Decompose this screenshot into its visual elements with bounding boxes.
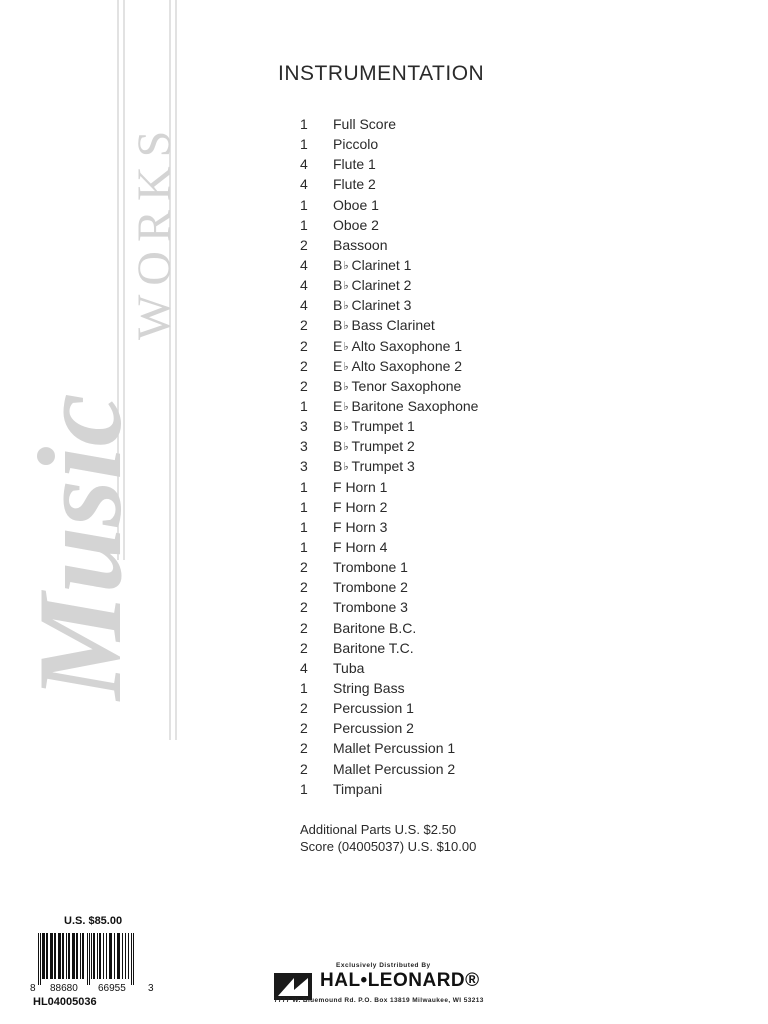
instrument-label: Flute 1 [333,156,376,173]
instrument-quantity: 3 [300,438,308,455]
instrument-row [300,356,478,376]
instrument-row [300,497,478,517]
flat-symbol: ♭ [343,421,349,434]
instrument-label: Mallet Percussion 2 [333,760,456,777]
flat-symbol: ♭ [343,260,349,273]
instrument-name [333,277,411,293]
instrument-row [300,738,478,758]
instrument-name [333,317,435,333]
barcode-bar [122,933,123,979]
instrument-quantity: 1 [300,136,308,153]
instrument-name [333,660,364,676]
instrument-quantity: 4 [300,176,308,193]
instrument-name [333,257,411,273]
instrument-label: F Horn 4 [333,539,388,556]
instrument-key: B [333,297,343,314]
instrument-label: Oboe 1 [333,196,379,213]
instrument-row [300,718,478,738]
instrument-name [333,398,478,414]
instrument-label: Flute 2 [333,176,376,193]
instrument-label: Mallet Percussion 1 [333,740,456,757]
instrument-key: E [333,337,343,354]
instrument-label: Bassoon [333,236,388,253]
instrument-label: Bass Clarinet [351,317,435,334]
barcode-bar [82,933,84,979]
barcode-bar [103,933,104,979]
instrument-row [300,295,478,315]
instrument-name [333,418,415,434]
flat-symbol: ♭ [343,340,349,353]
instrument-row [300,557,478,577]
instrument-row [300,154,478,174]
barcode-bar [66,933,67,979]
instrument-row [300,456,478,476]
barcode-bar [117,933,120,979]
instrument-label: Trombone 2 [333,579,408,596]
flat-symbol: ♭ [343,360,349,373]
instrument-label: Full Score [333,116,397,133]
instrument-row [300,759,478,779]
barcode-bar [97,933,98,979]
instrument-name [333,156,376,172]
barcode-bar [93,933,95,979]
instrument-quantity: 2 [300,639,308,656]
instrument-label: Clarinet 3 [351,297,412,314]
instrument-name [333,378,461,394]
barcode-bar [46,933,48,979]
instrument-quantity: 1 [300,116,308,133]
flat-symbol: ♭ [343,320,349,333]
barcode-guard-bar [89,933,90,985]
instrument-row [300,477,478,497]
instrument-key: B [333,458,343,475]
instrument-name [333,438,415,454]
instrument-quantity: 1 [300,498,308,515]
instrument-name [333,358,462,374]
watermark-works-text: WORKS [128,121,181,340]
instrument-name [333,579,408,595]
catalog-number: HL04005036 [33,996,97,1008]
barcode-guard-bar [133,933,134,985]
instrument-quantity: 2 [300,579,308,596]
instrument-key: B [333,438,343,455]
instrument-quantity: 3 [300,458,308,475]
barcode-bar [58,933,61,979]
instrument-key: B [333,418,343,435]
instrument-name [333,217,379,233]
instrument-quantity: 2 [300,599,308,616]
instrument-label: F Horn 1 [333,478,388,495]
barcode-group-1: 88680 [50,983,78,993]
instrument-key: E [333,398,343,415]
barcode-bar [125,933,126,979]
barcode-bar [76,933,78,979]
instrument-name [333,700,414,716]
barcode-last-digit: 3 [148,983,154,993]
instrument-quantity: 2 [300,619,308,636]
instrument-label: Percussion 2 [333,720,414,737]
instrument-row [300,678,478,698]
flat-symbol: ♭ [343,461,349,474]
instrument-row [300,315,478,335]
barcode-guard-bar [40,933,41,985]
instrument-name [333,761,455,777]
instrument-label: Timpani [333,780,383,797]
instrument-quantity: 1 [300,680,308,696]
barcode-bar [42,933,45,979]
instrument-label: Trumpet 2 [351,438,415,455]
instrument-label: Clarinet 1 [351,257,412,274]
barcode-bar [54,933,56,979]
instrument-quantity: 2 [300,760,308,777]
instrument-quantity: 2 [300,559,308,576]
barcode-bar [62,933,64,979]
instrument-row [300,255,478,275]
instrument-quantity: 1 [300,196,308,213]
instrument-name [333,640,414,656]
instrument-name [333,136,378,152]
instrument-label: Trombone 3 [333,599,408,616]
instrument-row [300,698,478,718]
additional-parts-price: Additional Parts U.S. $2.50 [300,822,457,837]
instrument-quantity: 2 [300,740,308,757]
retail-price: U.S. $85.00 [64,915,123,927]
instrument-row [300,336,478,356]
instrument-quantity: 2 [300,700,308,717]
barcode-bar [80,933,81,979]
instrument-quantity: 4 [300,257,308,274]
barcode-bar [99,933,101,979]
instrument-quantity: 1 [300,518,308,535]
instrument-row [300,114,478,134]
instrument-row [300,779,478,799]
instrument-name [333,720,414,736]
barcode-bar [68,933,70,979]
instrument-row [300,517,478,537]
instrument-name [333,781,382,797]
instrument-row [300,376,478,396]
instrument-label: Tuba [333,659,365,676]
instrument-quantity: 4 [300,277,308,294]
barcode-bar [91,933,92,979]
instrument-quantity: 1 [300,780,308,797]
instrument-name [333,458,415,474]
barcode-bar [128,933,129,979]
barcode-first-digit: 8 [30,983,36,993]
distributor-tagline: Exclusively Distributed By [336,962,431,969]
instrument-label: Percussion 1 [333,700,414,717]
instrument-row [300,638,478,658]
barcode-guard-bar [131,933,132,985]
instrument-quantity: 2 [300,357,308,374]
barcode-bar [109,933,112,979]
barcode-bar [72,933,75,979]
instrument-name [333,176,376,192]
instrument-label: F Horn 2 [333,498,388,515]
barcode-guard-bar [38,933,39,985]
instrument-label: Baritone B.C. [333,619,417,636]
flat-symbol: ♭ [343,441,349,454]
instrument-row [300,174,478,194]
instrument-name [333,539,387,555]
instrument-quantity: 2 [300,720,308,737]
instrument-name [333,479,387,495]
publisher-address: 7777 W. Bluemound Rd. P.O. Box 13819 Milwaukee, WI 53213 [274,997,484,1004]
watermark-music-text: Music [13,393,146,700]
flat-symbol: ♭ [343,280,349,293]
barcode-guard-bar [87,933,88,985]
instrument-label: Baritone Saxophone [351,398,479,415]
instrument-key: B [333,277,343,294]
instrument-label: Trumpet 1 [351,418,415,435]
instrument-row [300,215,478,235]
instrument-label: Clarinet 2 [351,277,412,294]
barcode-bar [114,933,115,979]
instrument-label: Trombone 1 [333,559,408,576]
instrument-quantity: 1 [300,216,308,233]
pricing-info [300,821,476,855]
instrument-name [333,338,462,354]
instrument-label: Alto Saxophone 1 [351,337,463,354]
instrument-quantity: 1 [300,478,308,495]
instrument-name [333,197,379,213]
instrument-row [300,416,478,436]
instrument-name [333,519,387,535]
instrument-row [300,195,478,215]
instrument-label: Oboe 2 [333,216,379,233]
instrument-key: B [333,377,343,394]
instrument-name [333,297,411,313]
instrument-row [300,618,478,638]
instrument-row [300,235,478,255]
instrument-quantity: 4 [300,659,308,676]
instrument-key: B [333,257,343,274]
instrument-label: String Bass [333,680,405,696]
instrument-quantity: 4 [300,156,308,173]
instrument-row [300,537,478,557]
instrument-name [333,116,396,132]
instrument-name [333,599,408,615]
flat-symbol: ♭ [343,380,349,393]
instrument-quantity: 4 [300,297,308,314]
instrument-label: Baritone T.C. [333,639,414,656]
music-works-watermark [0,0,240,1024]
upc-barcode [30,933,156,993]
instrument-name [333,740,455,756]
instrument-key: B [333,317,343,334]
instrument-label: F Horn 3 [333,518,388,535]
score-price: Score (04005037) U.S. $10.00 [300,839,477,854]
instrument-name [333,499,387,515]
instrumentation-list [300,114,478,799]
instrument-key: E [333,357,343,374]
instrument-label: Trumpet 3 [351,458,415,475]
flat-symbol: ♭ [343,300,349,313]
instrument-name [333,559,408,575]
instrument-quantity: 2 [300,236,308,253]
instrument-row [300,436,478,456]
instrument-quantity: 2 [300,317,308,334]
instrument-quantity: 1 [300,398,308,415]
instrument-row [300,597,478,617]
instrument-label: Piccolo [333,136,379,153]
instrument-quantity: 3 [300,418,308,435]
publisher-name: HAL•LEONARD® [320,970,480,991]
flat-symbol: ♭ [343,401,349,414]
instrument-row [300,577,478,597]
instrument-label: Tenor Saxophone [351,377,462,394]
instrument-quantity: 2 [300,377,308,394]
instrument-row [300,658,478,678]
instrument-quantity: 2 [300,337,308,354]
barcode-bar [106,933,107,979]
instrument-name [333,680,405,696]
instrument-row [300,275,478,295]
instrument-label: Alto Saxophone 2 [351,357,463,374]
page-title: INSTRUMENTATION [278,62,485,85]
instrument-name [333,237,387,253]
barcode-group-2: 66955 [98,983,126,993]
instrument-row [300,396,478,416]
instrument-name [333,620,416,636]
instrument-row [300,134,478,154]
barcode-bar [50,933,53,979]
instrument-quantity: 1 [300,539,308,556]
